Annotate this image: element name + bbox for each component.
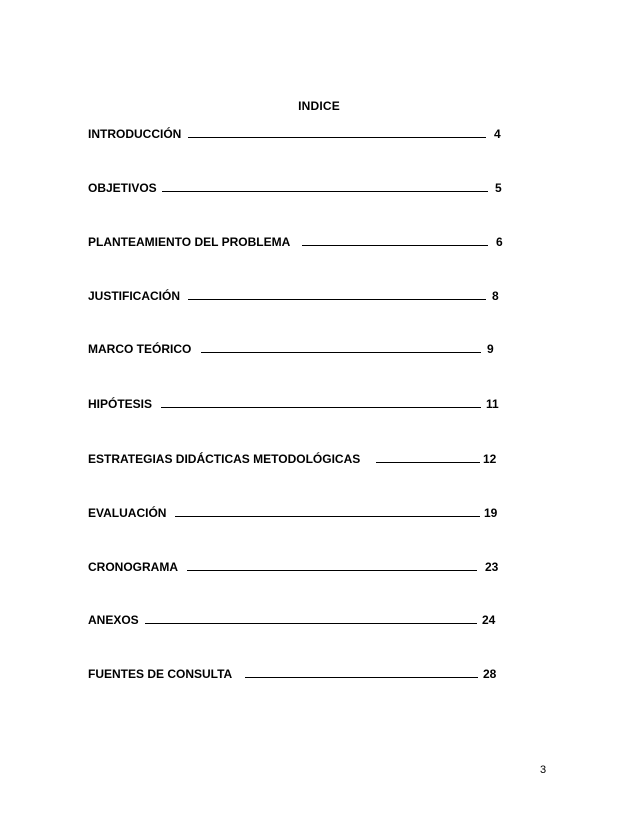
page-title: INDICE xyxy=(298,99,340,113)
toc-leader-line xyxy=(161,407,481,408)
toc-leader-line xyxy=(376,462,480,463)
toc-entry-label: MARCO TEÓRICO xyxy=(88,342,192,356)
toc-leader-line xyxy=(187,570,477,571)
toc-entry xyxy=(88,559,508,575)
toc-entry xyxy=(88,451,508,467)
toc-entry-label: ESTRATEGIAS DIDÁCTICAS METODOLÓGICAS xyxy=(88,452,361,466)
toc-leader-line xyxy=(175,516,480,517)
toc-entry xyxy=(88,288,508,304)
toc-entry-page: 23 xyxy=(485,560,499,574)
toc-entry xyxy=(88,126,508,142)
toc-entry xyxy=(88,666,508,682)
toc-leader-line xyxy=(201,352,481,353)
toc-entry-page: 5 xyxy=(495,181,502,195)
toc-entry-label: ANEXOS xyxy=(88,613,139,627)
toc-entry-label: CRONOGRAMA xyxy=(88,560,178,574)
toc-leader-line xyxy=(145,623,477,624)
toc-leader-line xyxy=(302,245,488,246)
toc-entry-label: HIPÓTESIS xyxy=(88,397,153,411)
toc-entry xyxy=(88,234,508,250)
toc-entry xyxy=(88,505,508,521)
toc-entry-page: 8 xyxy=(492,289,499,303)
toc-entry-page: 19 xyxy=(484,506,498,520)
toc-entry-label: JUSTIFICACIÓN xyxy=(88,289,181,303)
toc-leader-line xyxy=(245,677,478,678)
toc-entry xyxy=(88,180,508,196)
toc-leader-line xyxy=(162,191,488,192)
toc-entry-label: OBJETIVOS xyxy=(88,181,157,195)
toc-entry-page: 28 xyxy=(483,667,497,681)
toc-entry-label: PLANTEAMIENTO DEL PROBLEMA xyxy=(88,235,291,249)
toc-entry-page: 9 xyxy=(487,342,494,356)
toc-entry-page: 12 xyxy=(483,452,497,466)
toc-entry xyxy=(88,396,508,412)
toc-entry xyxy=(88,341,508,357)
toc-entry xyxy=(88,612,508,628)
toc-entry-page: 4 xyxy=(494,127,501,141)
toc-entry-page: 24 xyxy=(482,613,496,627)
toc-leader-line xyxy=(188,137,486,138)
toc-leader-line xyxy=(188,299,486,300)
page-number: 3 xyxy=(540,764,547,776)
toc-entry-label: EVALUACIÓN xyxy=(88,506,167,520)
toc-entry-page: 6 xyxy=(496,235,503,249)
toc-entry-label: FUENTES DE CONSULTA xyxy=(88,667,233,681)
toc-entry-label: INTRODUCCIÓN xyxy=(88,127,182,141)
toc-entry-page: 11 xyxy=(486,397,499,411)
